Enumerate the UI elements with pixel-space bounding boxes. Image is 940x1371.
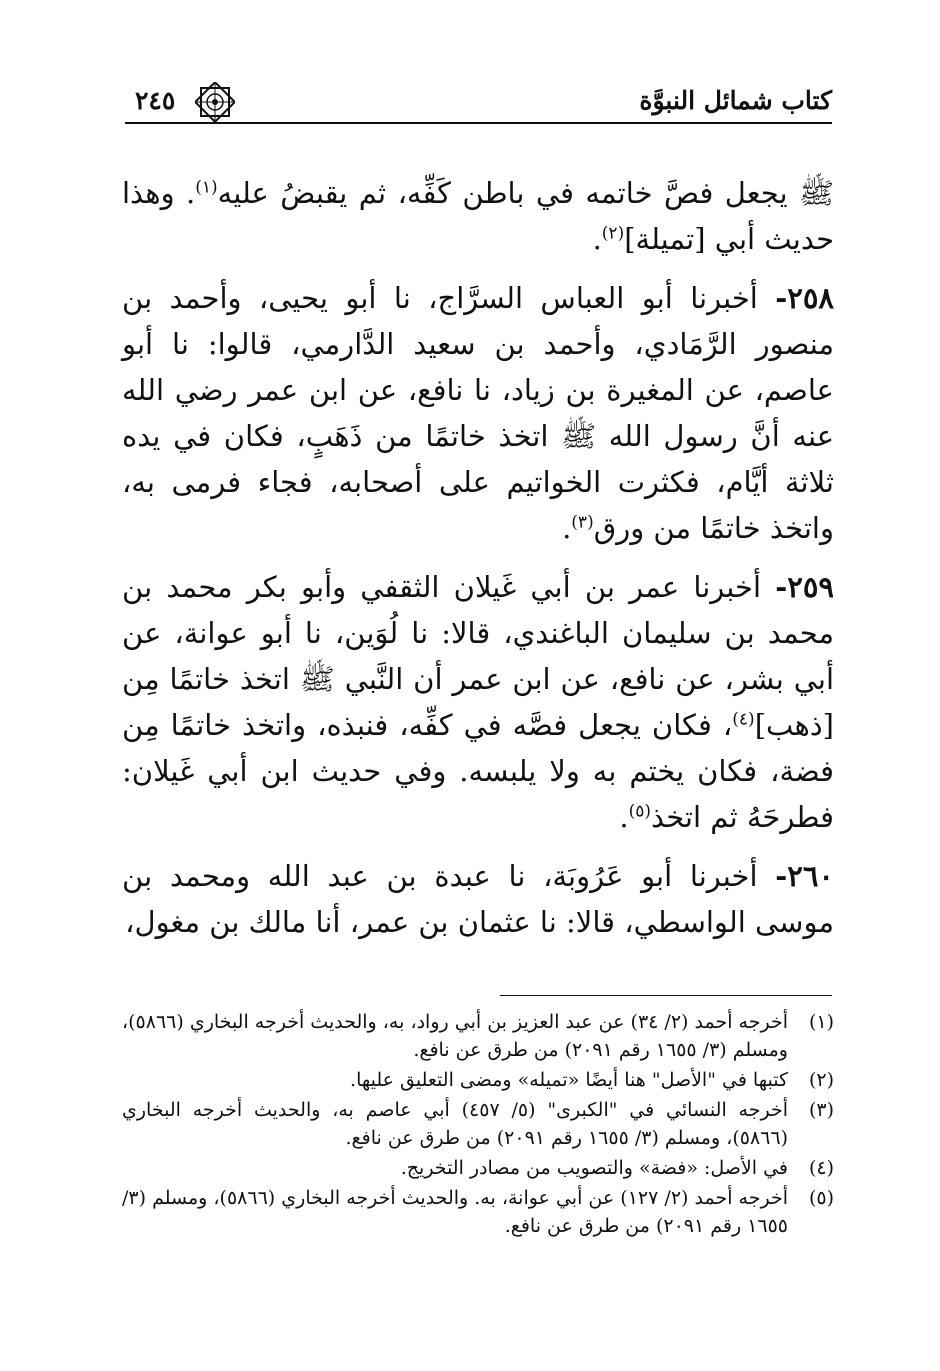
header-rule (125, 122, 832, 124)
book-title: كتاب شمائل النبوَّة (639, 86, 832, 115)
footnote-mark: (٢) (808, 1069, 834, 1091)
footnote (122, 1008, 834, 1064)
paragraph-continuation (122, 170, 834, 262)
ornament-icon (195, 82, 235, 122)
footnote-mark: (٥) (808, 1187, 834, 1209)
text-segment: . (592, 222, 602, 256)
footnote-text: أخرجه النسائي في "الكبرى" (٥/ ٤٥٧) أبي عاصم به، والحديث أخرجه البخاري (٥٨٦٦)، ومسلم (٣/ ١٦٥٥ رقم ٢٠٩١) من طرق عن نافع. (122, 1099, 788, 1149)
hadith-259 (122, 564, 834, 840)
main-text (122, 170, 834, 958)
footnote-ref-1: (١) (195, 177, 218, 198)
text-segment: . (619, 800, 629, 834)
hadith-260 (122, 853, 834, 945)
text-segment: . (562, 511, 572, 545)
footnote-mark: (١) (808, 1011, 834, 1033)
hadith-text: أخبرنا أبو العباس السرَّاج، نا أبو يحيى، وأحمد بن منصور الرَّمَادي، وأحمد بن سعيد الدَّارمي، قالوا: نا أبو عاصم، عن المغيرة بن زياد، نا نافع، عن ابن عمر رضي الله عنه أنَّ رسول الله ﷺ اتخذ خاتمًا من ذَهَبٍ، فكان في يده ثلاثة أيَّام، فكثرت الخواتيم على أصحابه، فجاء فرمى به، واتخذ خاتمًا من ورق (122, 281, 834, 545)
page-header (125, 82, 832, 124)
hadith-number: ٢٥٩- (775, 570, 834, 604)
footnote (122, 1154, 834, 1182)
footnote-mark: (٤) (808, 1157, 834, 1179)
text-segment: ﷺ يجعل فصَّ خاتمه في باطن كَفِّه، ثم يقبضُ عليه (217, 176, 834, 210)
footnote-text: في الأصل: «فضة» والتصويب من مصادر التخريج. (400, 1157, 788, 1179)
hadith-number: ٢٥٨- (775, 281, 834, 315)
footnotes (122, 1008, 834, 1242)
footnote-ref-2: (٢) (601, 223, 625, 244)
page-number: ٢٤٥ (135, 86, 176, 115)
hadith-text: أخبرنا أبو عَرُوبَة، نا عبدة بن عبد الله ومحمد بن موسى الواسطي، قالا: نا عثمان بن عمر، أنا مالك بن مغول، (122, 859, 834, 939)
footnote-ref-5: (٥) (628, 801, 651, 822)
footnote-text: كتبها في "الأصل" هنا أيضًا «تميله» ومضى التعليق عليها. (350, 1069, 788, 1091)
footnote-text: أخرجه أحمد (٢/ ١٢٧) عن أبي عوانة، به. والحديث أخرجه البخاري (٥٨٦٦)، ومسلم (٣/ ١٦٥٥ رقم ٢٠٩١) من طرق عن نافع. (122, 1187, 789, 1237)
footnote-separator (500, 995, 832, 996)
footnote-ref-3: (٣) (571, 512, 594, 533)
hadith-number: ٢٦٠- (775, 859, 834, 893)
footnote (122, 1066, 834, 1094)
text-segment: . وهذا حديث أبي [تميلة] (122, 176, 834, 256)
hadith-text: أخبرنا عمر بن أبي غَيلان الثقفي وأبو بكر محمد بن محمد بن سليمان الباغندي، قالا: نا لُوَين، نا أبو عوانة، عن أبي بشر، عن نافع، عن ابن عمر أن النَّبي ﷺ اتخذ خاتمًا مِن [ذهب] (122, 570, 834, 742)
footnote-ref-4: (٤) (732, 709, 755, 730)
hadith-text: ، فكان يجعل فصَّه في كفِّه، فنبذه، واتخذ خاتمًا مِن فضة، فكان يختم به ولا يلبسه. وفي حديث ابن أبي غَيلان: فطرحَهُ ثم اتخذ (122, 708, 834, 834)
footnote (122, 1184, 834, 1240)
footnote-mark: (٣) (808, 1099, 834, 1121)
footnote-text: أخرجه أحمد (٢/ ٣٤) عن عبد العزيز بن أبي رواد، به، والحديث أخرجه البخاري (٥٨٦٦)، ومسلم (٣/ ١٦٥٥ رقم ٢٠٩١) من طرق عن نافع. (122, 1011, 788, 1061)
footnote (122, 1096, 834, 1152)
hadith-258 (122, 275, 834, 551)
